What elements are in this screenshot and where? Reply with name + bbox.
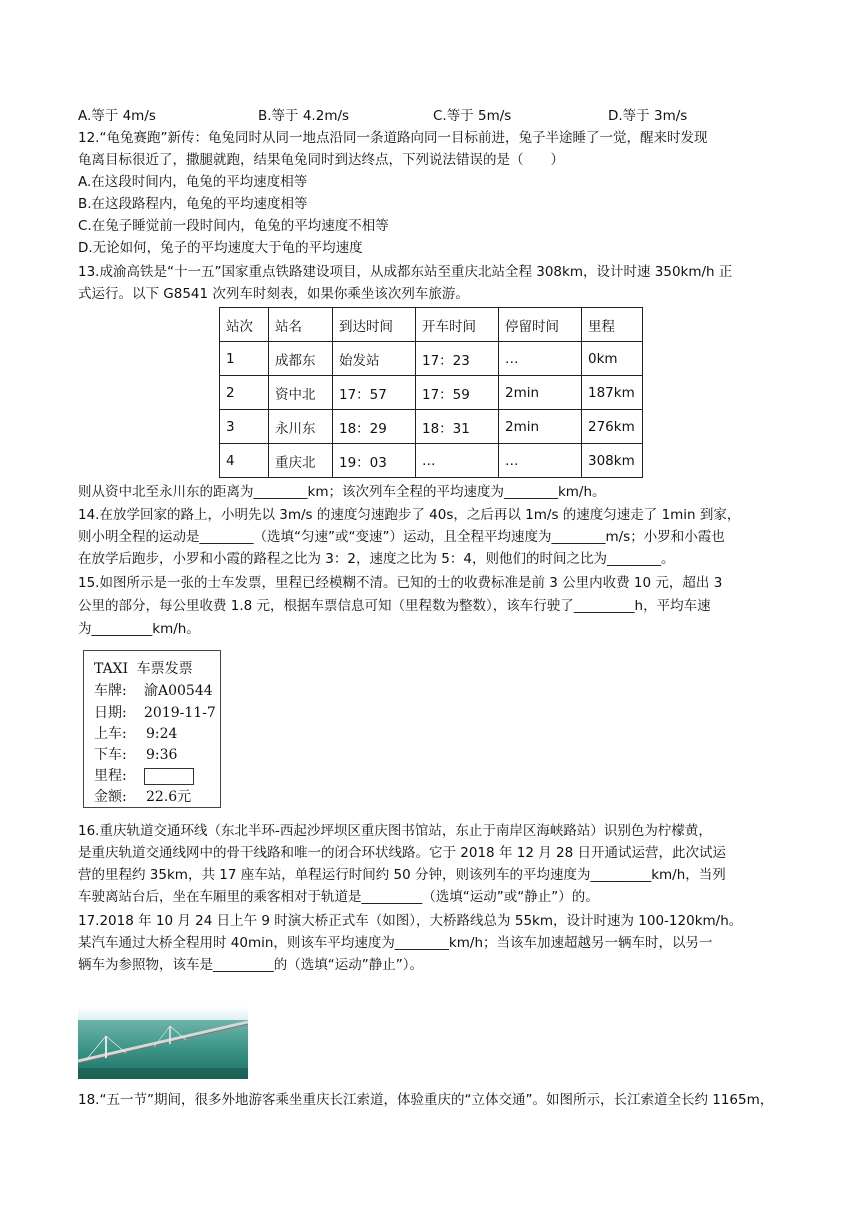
table-cell: 308km (582, 444, 643, 478)
table-cell: 始发站 (333, 342, 416, 376)
receipt-value: 9:24 (146, 726, 178, 742)
q11-option-a: A.等于 4m/s (78, 108, 156, 124)
table-cell: 2min (499, 410, 582, 444)
q12-text-line2: 龟离目标很近了，撒腿就跑，结果龟兔同时到达终点，下列说法错误的是（ ） (78, 152, 564, 168)
receipt-row-mileage (94, 767, 214, 785)
receipt-label: 金额: (94, 789, 127, 805)
receipt-row-alight (94, 746, 214, 764)
q17-text-line2: 某汽车通过大桥全程用时 40min，则该车平均速度为________km/h；当该车加速超越另一辆车时，以另一 (78, 935, 713, 951)
q16-text-line2: 是重庆轨道交通线网中的骨干线路和唯一的闭合环状线路。它于 2018 年 12 月 28 日开通试运营，此次试运 (78, 845, 726, 861)
q12-text-line1: 12.“龟兔赛跑”新传：龟兔同时从同一地点沿同一条道路向同一目标前进，兔子半途睡了一觉，醒来时发现 (78, 130, 708, 146)
receipt-row-plate (94, 682, 214, 700)
table-cell: 成都东 (269, 342, 333, 376)
q11-option-b: B.等于 4.2m/s (258, 108, 350, 124)
receipt-title-cn: 车票发票 (136, 661, 193, 677)
timetable-header-row (220, 308, 643, 342)
table-row (220, 342, 643, 376)
receipt-label: 里程: (94, 768, 127, 784)
table-row (220, 376, 643, 410)
table-cell: 2 (220, 376, 269, 410)
table-cell: 永川东 (269, 410, 333, 444)
table-row (220, 410, 643, 444)
q12-option-d: D.无论如何，兔子的平均速度大于龟的平均速度 (78, 240, 363, 256)
table-cell: 17：23 (416, 342, 499, 376)
table-cell: 0km (582, 342, 643, 376)
receipt-value: 2019-11-7 (144, 705, 216, 721)
receipt-label: 车牌: (94, 683, 127, 699)
q15-text-line2: 公里的部分，每公里收费 1.8 元，根据车票信息可知（里程数为整数），该车行驶了_________h，平均车速 (78, 598, 711, 614)
receipt-row-amount (94, 788, 214, 806)
q12-option-a: A.在这段时间内，龟兔的平均速度相等 (78, 174, 308, 190)
table-row (220, 444, 643, 478)
timetable-header-cell: 里程 (582, 308, 643, 342)
q14-text-line1: 14.在放学回家的路上，小明先以 3m/s 的速度匀速跑步了 40s，之后再以 1m/s 的速度匀速走了 1min 到家， (78, 507, 741, 523)
bridge-photo (78, 1006, 248, 1079)
table-cell: 19：03 (333, 444, 416, 478)
receipt-title (94, 660, 193, 678)
table-cell: … (499, 342, 582, 376)
q13-text-line1: 13.成渝高铁是“十一五”国家重点铁路建设项目，从成都东站至重庆北站全程 308km，设计时速 350km/h 正 (78, 264, 733, 280)
q16-text-line4: 车驶离站台后，坐在车厢里的乘客相对于轨道是_________（选填“运动”或“静止”）的。 (78, 889, 599, 905)
table-cell: 2min (499, 376, 582, 410)
q18-text-line1: 18.“五一节”期间，很多外地游客乘坐重庆长江索道，体验重庆的“立体交通”。如图所示，长江索道全长约 1165m， (78, 1092, 774, 1108)
receipt-label: 日期: (94, 705, 127, 721)
table-cell: 3 (220, 410, 269, 444)
q12-option-b: B.在这段路程内，龟兔的平均速度相等 (78, 196, 308, 212)
table-cell: 18：31 (416, 410, 499, 444)
receipt-value: 9:36 (146, 747, 178, 763)
q17-text-line1: 17.2018 年 10 月 24 日上午 9 时演大桥正式车（如图），大桥路线总为 55km，设计时速为 100-120km/h。 (78, 913, 743, 929)
table-cell: 276km (582, 410, 643, 444)
table-cell: 17：59 (416, 376, 499, 410)
receipt-value: 渝A00544 (144, 683, 213, 699)
timetable-header-cell: 开车时间 (416, 308, 499, 342)
table-cell: 18：29 (333, 410, 416, 444)
table-cell: 17：57 (333, 376, 416, 410)
timetable-header-cell: 站次 (220, 308, 269, 342)
timetable-header-cell: 到达时间 (333, 308, 416, 342)
blurred-mileage-box (144, 768, 194, 785)
q14-text-line3: 在放学后跑步，小罗和小霞的路程之比为 3：2，速度之比为 5：4，则他们的时间之比为________。 (78, 551, 675, 567)
q12-option-c: C.在兔子睡觉前一段时间内，龟兔的平均速度不相等 (78, 218, 389, 234)
receipt-title-en: TAXI (94, 661, 129, 677)
timetable-header-cell: 站名 (269, 308, 333, 342)
table-cell: 4 (220, 444, 269, 478)
table-cell: … (499, 444, 582, 478)
table-cell: 资中北 (269, 376, 333, 410)
receipt-row-date (94, 704, 214, 722)
receipt-value: 22.6元 (146, 789, 192, 805)
q11-option-d: D.等于 3m/s (608, 108, 688, 124)
q16-text-line1: 16.重庆轨道交通环线（东北半环-西起沙坪坝区重庆图书馆站，东止于南岸区海峡路站）识别色为柠檬黄， (78, 823, 712, 839)
q13-after-text: 则从资中北至永川东的距离为________km；该次列车全程的平均速度为________km/h。 (78, 484, 606, 500)
q13-text-line2: 式运行。以下 G8541 次列车时刻表，如果你乘坐该次列车旅游。 (78, 286, 469, 302)
train-timetable (219, 307, 643, 478)
q11-option-c: C.等于 5m/s (433, 108, 512, 124)
receipt-label: 上车: (94, 726, 127, 742)
table-cell: 187km (582, 376, 643, 410)
taxi-receipt-figure (83, 650, 221, 808)
q14-text-line2: 则小明全程的运动是________（选填“匀速”或“变速”）运动，且全程平均速度为________m/s；小罗和小霞也 (78, 529, 725, 545)
table-cell: 重庆北 (269, 444, 333, 478)
q17-text-line3: 辆车为参照物，该车是_________的（选填“运动”静止”）。 (78, 957, 423, 973)
q16-text-line3: 营的里程约 35km，共 17 座车站，单程运行时间约 50 分钟，则该列车的平均速度为_________km/h，当列 (78, 867, 726, 883)
receipt-label: 下车: (94, 747, 127, 763)
q15-text-line1: 15.如图所示是一张的士车发票，里程已经模糊不清。已知的士的收费标准是前 3 公里内收费 10 元，超出 3 (78, 575, 723, 591)
receipt-row-board (94, 725, 214, 743)
q15-text-line3: 为_________km/h。 (78, 621, 200, 637)
table-cell: 1 (220, 342, 269, 376)
table-cell: … (416, 444, 499, 478)
timetable-header-cell: 停留时间 (499, 308, 582, 342)
